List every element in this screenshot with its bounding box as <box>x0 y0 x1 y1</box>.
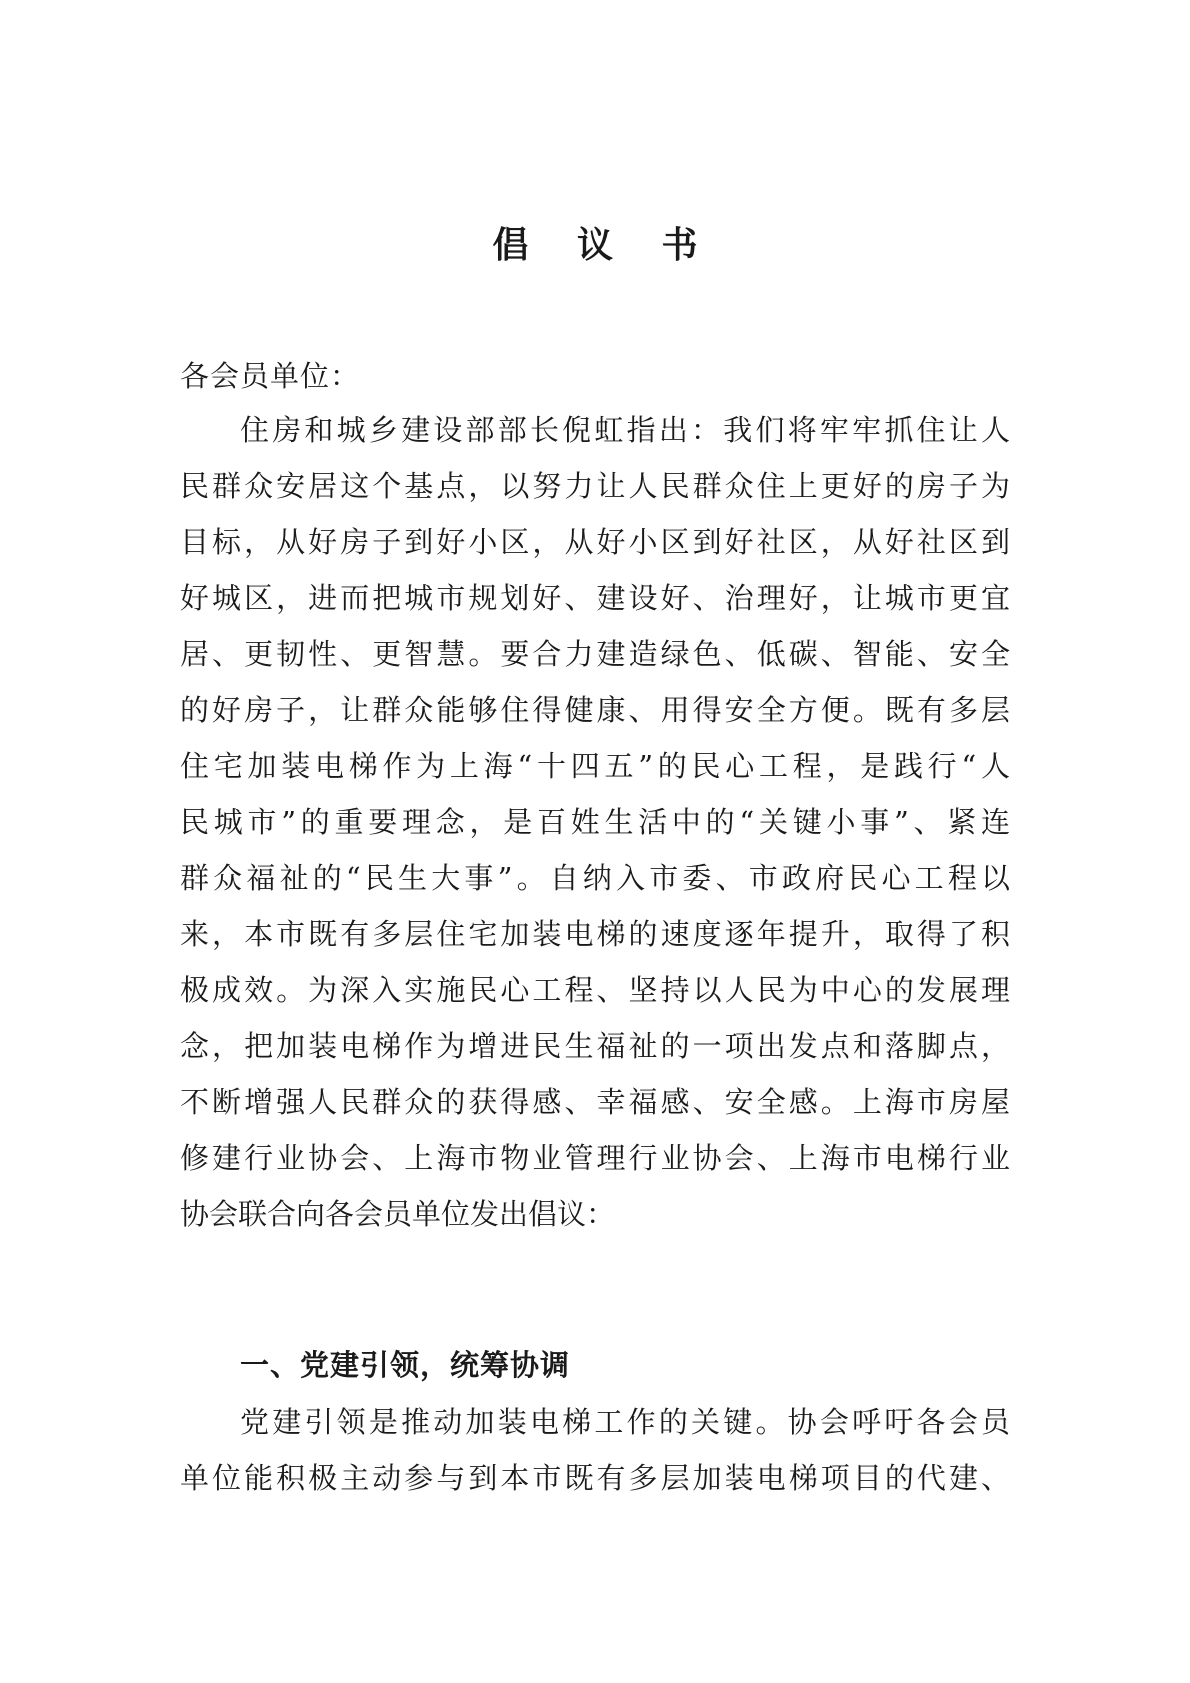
salutation: 各会员单位： <box>180 359 361 393</box>
paragraph-line: 协会联合向各会员单位发出倡议： <box>180 1197 616 1231</box>
paragraph-line: 来，本市既有多层住宅加装电梯的速度逐年提升，取得了积 <box>180 917 1010 951</box>
paragraph-line: 极成效。为深入实施民心工程、坚持以人民为中心的发展理 <box>180 973 1010 1007</box>
paragraph-line: 群众福祉的“民生大事”。自纳入市委、市政府民心工程以 <box>180 861 1010 895</box>
paragraph-line: 念，把加装电梯作为增进民生福祉的一项出发点和落脚点， <box>180 1029 1010 1063</box>
paragraph-line: 的好房子，让群众能够住得健康、用得安全方便。既有多层 <box>180 693 1010 727</box>
paragraph-line: 目标，从好房子到好小区，从好小区到好社区，从好社区到 <box>180 525 1010 559</box>
paragraph-line: 不断增强人民群众的获得感、幸福感、安全感。上海市房屋 <box>180 1085 1010 1119</box>
paragraph-line: 居、更韧性、更智慧。要合力建造绿色、低碳、智能、安全 <box>180 637 1010 671</box>
paragraph-line: 住宅加装电梯作为上海“十四五”的民心工程，是践行“人 <box>180 749 1010 783</box>
section-heading: 一、党建引领，统筹协调 <box>240 1348 571 1382</box>
document-title: 倡 议 书 <box>492 225 716 266</box>
paragraph-line: 单位能积极主动参与到本市既有多层加装电梯项目的代建、 <box>180 1461 1010 1495</box>
paragraph-line: 修建行业协会、上海市物业管理行业协会、上海市电梯行业 <box>180 1141 1010 1175</box>
paragraph-line: 党建引领是推动加装电梯工作的关键。协会呼吁各会员 <box>240 1405 1010 1439</box>
paragraph-line: 民群众安居这个基点，以努力让人民群众住上更好的房子为 <box>180 469 1010 503</box>
paragraph-line: 民城市”的重要理念，是百姓生活中的“关键小事”、紧连 <box>180 805 1010 839</box>
paragraph-line: 好城区，进而把城市规划好、建设好、治理好，让城市更宜 <box>180 581 1010 615</box>
paragraph-line: 住房和城乡建设部部长倪虹指出：我们将牢牢抓住让人 <box>240 413 1010 447</box>
